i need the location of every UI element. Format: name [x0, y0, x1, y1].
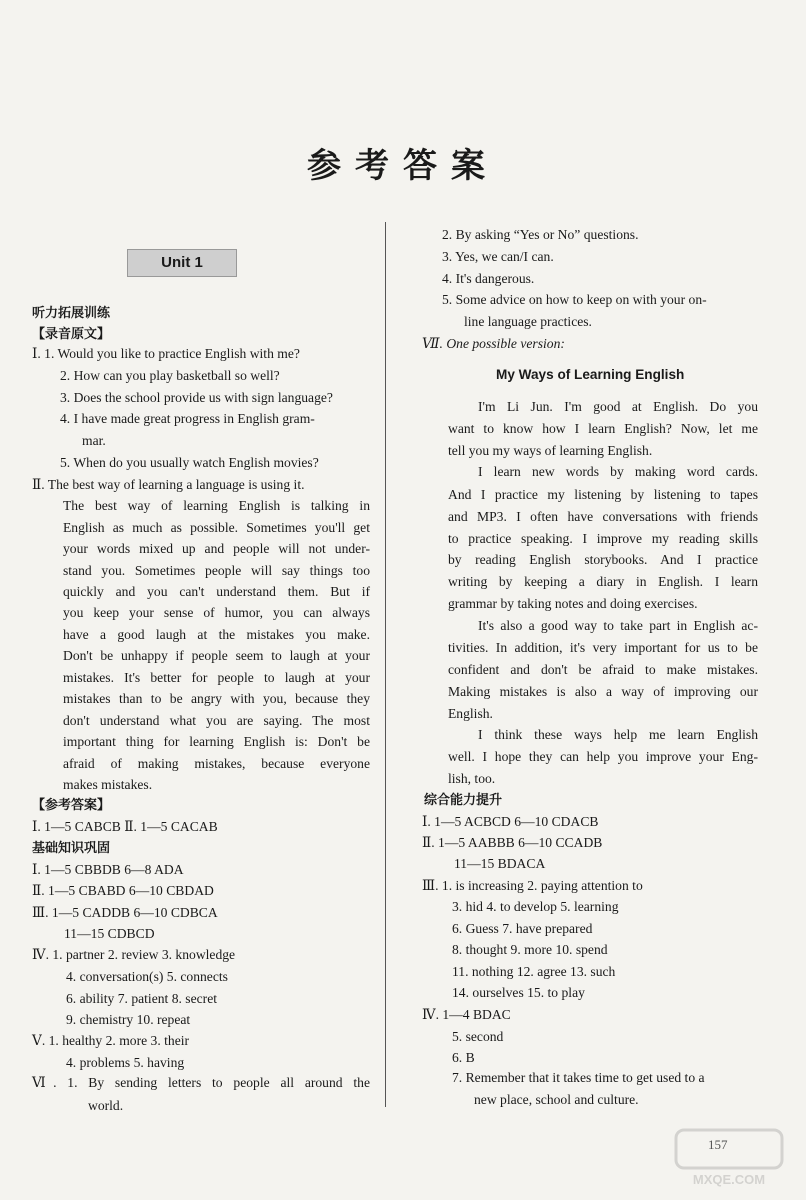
right-text-line: lish, too. [448, 771, 496, 786]
right-text-line: Making mistakes is also a way of improving our [448, 684, 758, 699]
right-text-line: And I practice my listening by listening to tapes [448, 487, 758, 502]
right-text-line: I think these ways help me learn English [478, 727, 758, 742]
right-text-line: 5. Some advice on how to keep on with your on- [442, 292, 707, 307]
right-text-line: 6. Guess 7. have prepared [452, 921, 593, 936]
left-text-line: Ⅰ. 1—5 CABCB Ⅱ. 1—5 CACAB [32, 819, 218, 834]
right-text-line: tell you my ways of learning English. [448, 443, 653, 458]
right-text-line: line language practices. [464, 314, 592, 329]
left-text-line: 4. I have made great progress in English gram- [60, 411, 315, 426]
unit-badge: Unit 1 [127, 249, 237, 277]
right-text-line: 3. hid 4. to develop 5. learning [452, 899, 619, 914]
left-text-line: 4. conversation(s) 5. connects [66, 969, 228, 984]
watermark-logo [674, 1120, 784, 1190]
right-text-line: Ⅱ. 1—5 AABBB 6—10 CCADB [422, 835, 603, 850]
left-text-line: mar. [82, 433, 106, 448]
right-text-line: grammar by taking notes and doing exercises. [448, 596, 698, 611]
right-text-line: Ⅳ. 1—4 BDAC [422, 1007, 511, 1022]
left-text-line: you keep your sense of humor, you can always [63, 605, 370, 620]
left-text-line: don't understand what you are saying. The most [63, 713, 370, 728]
right-text-line: Ⅲ. 1. is increasing 2. paying attention to [422, 878, 643, 893]
right-text-line: English. [448, 706, 493, 721]
right-text-line: 4. It's dangerous. [442, 271, 535, 286]
left-text-line: 【录音原文】 [32, 327, 111, 342]
left-text-line: makes mistakes. [63, 777, 153, 792]
right-text-line: 8. thought 9. more 10. spend [452, 942, 608, 957]
left-text-line: 3. Does the school provide us with sign language? [60, 390, 333, 405]
left-text-line: 听力拓展训练 [32, 306, 111, 321]
left-text-line: 11—15 CDBCD [64, 926, 155, 941]
column-divider [385, 222, 386, 1107]
left-text-line: stand you. Sometimes people will say things too [63, 563, 370, 578]
right-text-line: Ⅶ. One possible version: [422, 336, 565, 351]
right-text-line: 7. Remember that it takes time to get used to a [452, 1070, 705, 1085]
right-text-line: 5. second [452, 1029, 504, 1044]
right-text-line: confident and don't be afraid to make mistakes. [448, 662, 758, 677]
right-text-line: 综合能力提升 [424, 793, 503, 808]
left-text-line: quickly and you can't understand them. But if [63, 584, 370, 599]
right-text-line: new place, school and culture. [474, 1092, 639, 1107]
right-text-line: writing by keeping a diary in English. I learn [448, 574, 758, 589]
left-text-line: Ⅱ. The best way of learning a language is using it. [32, 477, 305, 492]
left-text-line: Ⅳ. 1. partner 2. review 3. knowledge [32, 947, 236, 962]
left-text-line: 9. chemistry 10. repeat [66, 1012, 191, 1027]
watermark-text: MXQE.COM [692, 1172, 766, 1187]
left-text-line: 基础知识巩固 [32, 841, 111, 856]
left-text-line: Ⅴ. 1. healthy 2. more 3. their [32, 1033, 190, 1048]
left-text-line: English as much as possible. Sometimes you'll get [63, 520, 370, 535]
left-text-line: Ⅵ. 1. By sending letters to people all around the [32, 1075, 370, 1090]
right-text-line: 6. B [452, 1050, 475, 1065]
left-text-line: world. [88, 1098, 124, 1113]
right-text-line: well. I hope they can help you improve your Eng- [448, 749, 758, 764]
right-text-line: 3. Yes, we can/I can. [442, 249, 554, 264]
page-title: 参考答案 [307, 146, 499, 186]
right-text-line: to practice speaking. I improve my reading skills [448, 531, 758, 546]
right-text-line: 11. nothing 12. agree 13. such [452, 964, 616, 979]
left-text-line: The best way of learning English is talking in [63, 498, 370, 513]
left-text-line: mistakes. It's better for people to laugh at your [63, 670, 370, 685]
right-text-line: and MP3. I often have conversations with friends [448, 509, 758, 524]
left-text-line: 2. How can you play basketball so well? [60, 368, 280, 383]
right-text-line: tivities. In addition, it's very important for us to be [448, 640, 758, 655]
right-text-line: I learn new words by making word cards. [478, 464, 758, 479]
right-text-line: 14. ourselves 15. to play [452, 985, 585, 1000]
right-text-line: It's also a good way to take part in English ac- [478, 618, 758, 633]
left-text-line: mistakes than to be angry with you, because they [63, 691, 370, 706]
left-text-line: Ⅱ. 1—5 CBABD 6—10 CBDAD [32, 883, 214, 898]
left-text-line: Don't be unhappy if people seem to laugh at your [63, 648, 370, 663]
left-text-line: important thing for learning English is: Don't be [63, 734, 370, 749]
left-text-line: have a good laugh at the mistakes you make. [63, 627, 370, 642]
left-text-line: 4. problems 5. having [66, 1055, 185, 1070]
left-text-line: 6. ability 7. patient 8. secret [66, 991, 217, 1006]
right-text-line: Ⅰ. 1—5 ACBCD 6—10 CDACB [422, 814, 599, 829]
right-text-line: want to know how I learn English? Now, let me [448, 421, 758, 436]
left-text-line: Ⅲ. 1—5 CADDB 6—10 CDBCA [32, 905, 218, 920]
left-text-line: 5. When do you usually watch English movies? [60, 455, 319, 470]
left-text-line: 【参考答案】 [32, 798, 111, 813]
right-text-line: by reading English storybooks. And I practice [448, 552, 758, 567]
left-text-line: Ⅰ. 1—5 CBBDB 6—8 ADA [32, 862, 184, 877]
right-text-line: 2. By asking “Yes or No” questions. [442, 227, 639, 242]
right-text-line: I'm Li Jun. I'm good at English. Do you [478, 399, 758, 414]
left-text-line: afraid of making mistakes, because everyone [63, 756, 370, 771]
left-text-line: Ⅰ. 1. Would you like to practice English with me? [32, 346, 300, 361]
page-number: 157 [708, 1137, 728, 1152]
left-text-line: your words mixed up and people will not under- [63, 541, 370, 556]
right-text-line: 11—15 BDACA [454, 856, 546, 871]
right-text-line: My Ways of Learning English [496, 367, 685, 382]
